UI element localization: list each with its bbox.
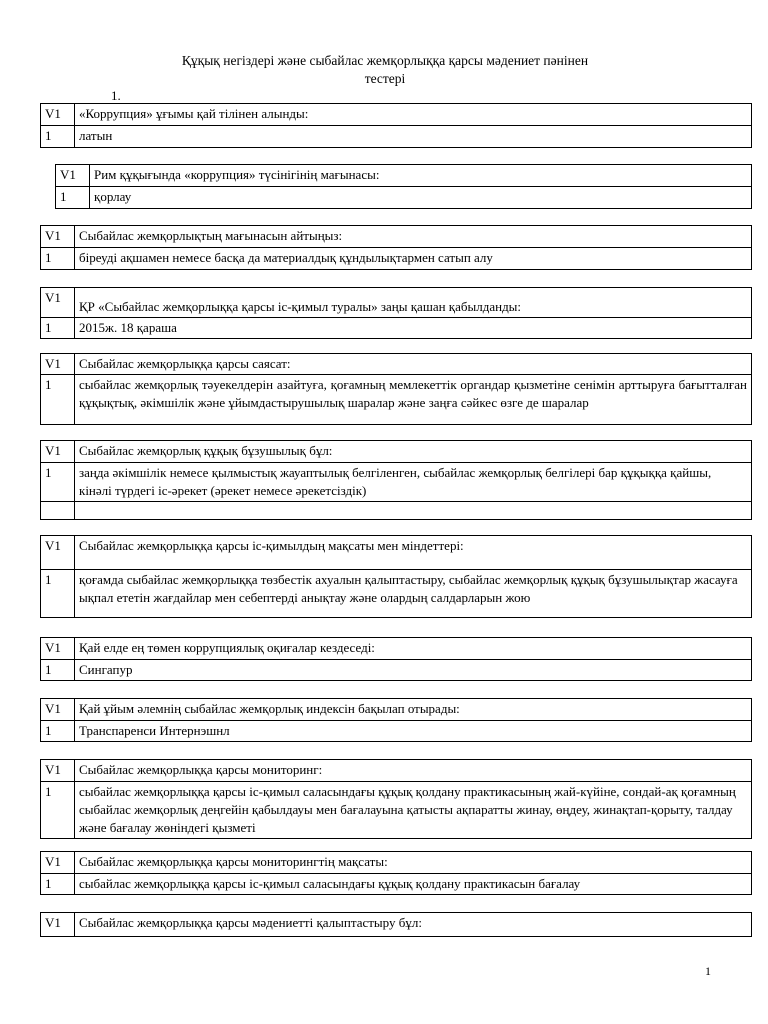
answer-text: сыбайлас жемқорлыққа қарсы іс-қимыл саласындағы құқық қолдану практикасының жай-күйіне, сондай-ақ қоғамның сыбайлас жемқорлық деңгейін қабылдауы мен бағалауына қатысты ақпаратты жинау, өңдеу, жинақтап-қорыту, талдау және бағалау жөніндегі қызметі: [75, 782, 752, 839]
question-tag: V1: [41, 288, 75, 318]
question-text: Сыбайлас жемқорлыққа қарсы мониторинг:: [75, 760, 752, 782]
question-tag: V1: [41, 104, 75, 126]
answer-text: латын: [75, 126, 752, 148]
answer-number: 1: [41, 318, 75, 339]
answer-number: 1: [41, 721, 75, 742]
answer-number: 1: [41, 782, 75, 839]
question-tag: V1: [41, 699, 75, 721]
answer-text: 2015ж. 18 қараша: [75, 318, 752, 339]
question-table-4: [40, 287, 752, 339]
answer-number: 1: [41, 375, 75, 425]
question-table-2: [55, 164, 752, 209]
answer-number: 1: [41, 660, 75, 681]
answer-number: 1: [41, 463, 75, 502]
question-table-10: [40, 759, 752, 839]
answer-number: 1: [41, 874, 75, 895]
question-table-3: [40, 225, 752, 270]
empty-cell: [75, 502, 752, 520]
question-table-9: [40, 698, 752, 742]
question-tag: V1: [41, 913, 75, 937]
question-table-11: [40, 851, 752, 895]
answer-text: сыбайлас жемқорлық тәуекелдерін азайтуға, қоғамның мемлекеттік органдар қызметіне сенімін арттыруға бағытталған құқықтық, әкімшілік және ұйымдастырушылық шаралар және заңға сәйкес өзге де шаралар: [75, 375, 752, 425]
question-text: Сыбайлас жемқорлыққа қарсы іс-қимылдың мақсаты мен міндеттері:: [75, 536, 752, 570]
question-table-5: [40, 353, 752, 425]
document-title: [170, 52, 600, 88]
question-tag: V1: [41, 354, 75, 375]
answer-text: қоғамда сыбайлас жемқорлыққа төзбестік ахуалын қалыптастыру, сыбайлас жемқорлық құқық бұзушылықтар жасауға ықпал ететін жағдайлар мен себептерді анықтау және олардың салдарларын жою: [75, 570, 752, 618]
answer-text: сыбайлас жемқорлыққа қарсы іс-қимыл саласындағы құқық қолдану практикасын бағалау: [75, 874, 752, 895]
question-text: Рим құқығында «коррупция» түсінігінің мағынасы:: [90, 165, 752, 187]
title-line-1: Құқық негіздері және сыбайлас жемқорлыққа қарсы мәдениет пәнінен: [181, 53, 589, 68]
question-tag: V1: [41, 441, 75, 463]
answer-text: қорлау: [90, 187, 752, 209]
answer-text: Транспаренси Интернэшнл: [75, 721, 752, 742]
answer-number: 1: [41, 570, 75, 618]
answer-number: 1: [41, 126, 75, 148]
question-tag: V1: [41, 852, 75, 874]
question-text: Сыбайлас жемқорлық құқық бұзушылық бұл:: [75, 441, 752, 463]
question-text: Сыбайлас жемқорлыққа қарсы саясат:: [75, 354, 752, 375]
answer-text: біреуді ақшамен немесе басқа да материалдық құндылықтармен сатып алу: [75, 248, 752, 270]
question-text: Сыбайлас жемқорлыққа қарсы мәдениетті қалыптастыру бұл:: [75, 913, 752, 937]
question-text: Сыбайлас жемқорлықтың мағынасын айтыңыз:: [75, 226, 752, 248]
page-number: 1: [705, 964, 711, 978]
question-tag: V1: [41, 536, 75, 570]
question-tag: V1: [41, 226, 75, 248]
question-table-8: [40, 637, 752, 681]
answer-text: Сингапур: [75, 660, 752, 681]
answer-text: заңда әкімшілік немесе қылмыстық жауаптылық белгіленген, сыбайлас жемқорлық белгілері бар құқыққа қайшы, кінәлі түрдегі іс-әрекет (әрекет немесе әрекетсіздік): [75, 463, 752, 502]
question-text: Қай ұйым әлемнің сыбайлас жемқорлық индексін бақылап отырады:: [75, 699, 752, 721]
title-line-2: тестері: [364, 71, 406, 86]
question-text: «Коррупция» ұғымы қай тілінен алынды:: [75, 104, 752, 126]
answer-number: 1: [41, 248, 75, 270]
question-text: Қай елде ең төмен коррупциялық оқиғалар кездеседі:: [75, 638, 752, 660]
question-text: Сыбайлас жемқорлыққа қарсы мониторингтің мақсаты:: [75, 852, 752, 874]
question-table-6: [40, 440, 752, 520]
question-tag: V1: [56, 165, 90, 187]
list-number: 1.: [111, 88, 121, 103]
answer-number: 1: [56, 187, 90, 209]
empty-cell: [41, 502, 75, 520]
question-tag: V1: [41, 638, 75, 660]
question-tag: V1: [41, 760, 75, 782]
question-text: ҚР «Сыбайлас жемқорлыққа қарсы іс-қимыл туралы» заңы қашан қабылданды:: [75, 288, 752, 318]
question-table-1: [40, 103, 752, 148]
question-table-12: [40, 912, 752, 937]
question-table-7: [40, 535, 752, 618]
